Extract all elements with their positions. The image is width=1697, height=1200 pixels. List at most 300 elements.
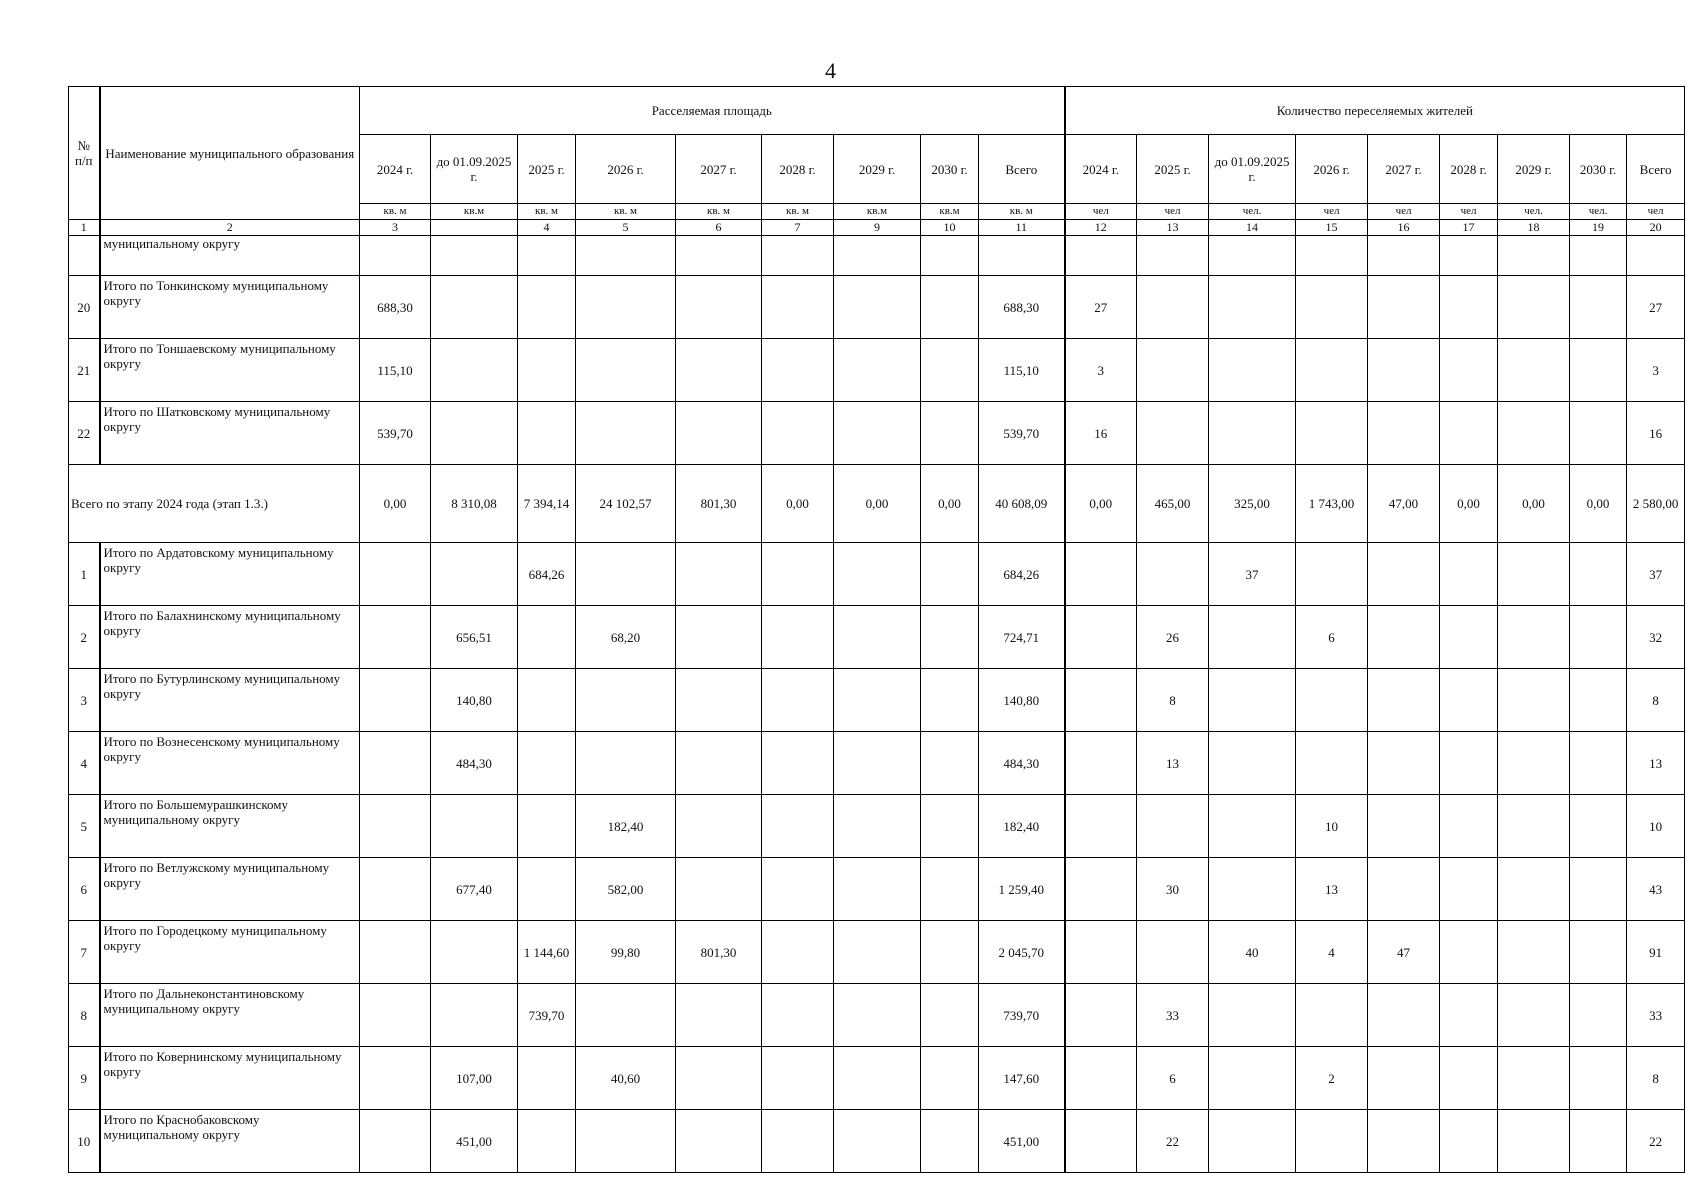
area-year-header: до 01.09.2025 г.: [431, 135, 518, 204]
row-name: Итого по Вознесенскому муниципальному округу: [100, 732, 360, 795]
area-value-cell: [676, 858, 762, 921]
area-year-header: 2030 г.: [921, 135, 979, 204]
row-index: 5: [69, 795, 100, 858]
area-value-cell: [431, 339, 518, 402]
area-value-cell: 99,80: [576, 921, 676, 984]
row-index: 22: [69, 402, 100, 465]
residents-year-header: 2029 г.: [1498, 135, 1570, 204]
residents-value-cell: 22: [1627, 1110, 1685, 1173]
total-residents-cell: 0,00: [1570, 465, 1627, 543]
total-area-cell: 24 102,57: [576, 465, 676, 543]
area-unit: кв.м: [921, 204, 979, 220]
residents-value-cell: 10: [1627, 795, 1685, 858]
residents-value-cell: [1570, 402, 1627, 465]
residents-value-cell: 10: [1296, 795, 1368, 858]
residents-unit: чел: [1627, 204, 1685, 220]
area-value-cell: [676, 984, 762, 1047]
area-value-cell: [360, 732, 431, 795]
residents-value-cell: [1209, 339, 1296, 402]
area-value-cell: [431, 921, 518, 984]
residents-value-cell: [1440, 339, 1498, 402]
area-year-header: 2028 г.: [762, 135, 834, 204]
area-value-cell: [834, 1110, 921, 1173]
area-value-cell: [762, 732, 834, 795]
residents-value-cell: [1498, 1047, 1570, 1110]
residents-value-cell: [1440, 795, 1498, 858]
area-value-cell: [834, 984, 921, 1047]
area-value-cell: [676, 606, 762, 669]
residents-value-cell: [1296, 1110, 1368, 1173]
residents-year-header: 2030 г.: [1570, 135, 1627, 204]
area-value-cell: [518, 858, 576, 921]
area-value-cell: [676, 1110, 762, 1173]
residents-value-cell: [1209, 1110, 1296, 1173]
row-index: 9: [69, 1047, 100, 1110]
residents-value-cell: [1296, 732, 1368, 795]
row-name: муниципальному округу: [100, 236, 360, 276]
column-number: 2: [100, 220, 360, 236]
residents-year-header: 2024 г.: [1065, 135, 1137, 204]
residents-value-cell: [1209, 606, 1296, 669]
area-value-cell: [431, 795, 518, 858]
residents-year-header: 2027 г.: [1368, 135, 1440, 204]
residents-value-cell: 37: [1209, 543, 1296, 606]
residents-value-cell: [1570, 795, 1627, 858]
residents-value-cell: 8: [1627, 669, 1685, 732]
column-number: 7: [762, 220, 834, 236]
residents-value-cell: [1209, 732, 1296, 795]
area-value-cell: [360, 669, 431, 732]
area-value-cell: [834, 921, 921, 984]
residents-value-cell: [1368, 276, 1440, 339]
residents-value-cell: [1065, 1110, 1137, 1173]
residents-value-cell: 4: [1296, 921, 1368, 984]
area-value-cell: [676, 1047, 762, 1110]
residents-value-cell: [1296, 543, 1368, 606]
column-number: 16: [1368, 220, 1440, 236]
residents-value-cell: [1440, 669, 1498, 732]
total-residents-cell: 465,00: [1137, 465, 1209, 543]
table-row: [69, 606, 1685, 669]
residents-year-header: до 01.09.2025 г.: [1209, 135, 1296, 204]
column-number-row: [69, 220, 1685, 236]
table-row: [69, 795, 1685, 858]
residents-value-cell: [1065, 984, 1137, 1047]
area-value-cell: [834, 858, 921, 921]
area-value-cell: 40,60: [576, 1047, 676, 1110]
column-number: 11: [979, 220, 1065, 236]
area-value-cell: [921, 1110, 979, 1173]
area-value-cell: [762, 543, 834, 606]
area-value-cell: [431, 402, 518, 465]
area-value-cell: 147,60: [979, 1047, 1065, 1110]
residents-value-cell: 8: [1627, 1047, 1685, 1110]
resettlement-table: [68, 86, 1685, 1173]
row-name: Итого по Краснобаковскому муниципальному округу: [100, 1110, 360, 1173]
total-area-cell: 8 310,08: [431, 465, 518, 543]
area-value-cell: 140,80: [431, 669, 518, 732]
table-row: [69, 921, 1685, 984]
residents-unit: чел: [1137, 204, 1209, 220]
residents-year-header: 2025 г.: [1137, 135, 1209, 204]
column-number: 9: [834, 220, 921, 236]
row-name: Итого по Тонкинскому муниципальному округу: [100, 276, 360, 339]
residents-value-cell: [1570, 606, 1627, 669]
residents-value-cell: [1570, 732, 1627, 795]
column-number: 19: [1570, 220, 1627, 236]
residents-value-cell: [1209, 669, 1296, 732]
residents-value-cell: [1498, 795, 1570, 858]
row-name: Итого по Дальнеконстантиновскому муниципальному округу: [100, 984, 360, 1047]
area-value-cell: [762, 984, 834, 1047]
residents-value-cell: [1498, 402, 1570, 465]
row-name: Итого по Ковернинскому муниципальному округу: [100, 1047, 360, 1110]
area-value-cell: [576, 339, 676, 402]
area-value-cell: 656,51: [431, 606, 518, 669]
area-value-cell: 182,40: [979, 795, 1065, 858]
residents-unit: чел: [1296, 204, 1368, 220]
residents-value-cell: [1440, 606, 1498, 669]
area-unit: кв.м: [834, 204, 921, 220]
column-number: 14: [1209, 220, 1296, 236]
area-value-cell: [834, 543, 921, 606]
residents-value-cell: [1440, 732, 1498, 795]
residents-value-cell: [1498, 543, 1570, 606]
residents-value-cell: [1065, 543, 1137, 606]
total-residents-cell: 2 580,00: [1627, 465, 1685, 543]
area-value-cell: [834, 339, 921, 402]
residents-value-cell: [1137, 402, 1209, 465]
residents-value-cell: [1296, 402, 1368, 465]
area-value-cell: [921, 669, 979, 732]
area-value-cell: [921, 543, 979, 606]
area-value-cell: [360, 984, 431, 1047]
area-value-cell: [576, 984, 676, 1047]
row-index: 6: [69, 858, 100, 921]
residents-value-cell: 27: [1065, 276, 1137, 339]
table-row: [69, 1110, 1685, 1173]
residents-value-cell: 8: [1137, 669, 1209, 732]
area-value-cell: [360, 543, 431, 606]
table-row: [69, 984, 1685, 1047]
area-value-cell: [576, 276, 676, 339]
area-year-header: 2027 г.: [676, 135, 762, 204]
residents-value-cell: 2: [1296, 1047, 1368, 1110]
area-value-cell: 484,30: [979, 732, 1065, 795]
total-residents-cell: 0,00: [1498, 465, 1570, 543]
residents-value-cell: [1065, 669, 1137, 732]
stage-total-label: Всего по этапу 2024 года (этап 1.3.): [69, 465, 360, 543]
residents-unit: чел.: [1498, 204, 1570, 220]
area-value-cell: [921, 858, 979, 921]
column-number: 3: [360, 220, 431, 236]
table-row: [69, 732, 1685, 795]
residents-value-cell: [1368, 339, 1440, 402]
residents-value-cell: [1440, 1047, 1498, 1110]
table-row: [69, 543, 1685, 606]
area-value-cell: [518, 1110, 576, 1173]
residents-value-cell: [1440, 984, 1498, 1047]
column-number: 20: [1627, 220, 1685, 236]
total-area-cell: 0,00: [360, 465, 431, 543]
total-area-cell: 40 608,09: [979, 465, 1065, 543]
residents-value-cell: 3: [1627, 339, 1685, 402]
residents-value-cell: 16: [1627, 402, 1685, 465]
area-value-cell: [762, 795, 834, 858]
area-value-cell: 539,70: [360, 402, 431, 465]
area-value-cell: [576, 669, 676, 732]
residents-unit: чел.: [1570, 204, 1627, 220]
continuation-row: [69, 236, 1685, 276]
row-index: 7: [69, 921, 100, 984]
residents-value-cell: [1137, 543, 1209, 606]
row-index: 8: [69, 984, 100, 1047]
residents-value-cell: [1570, 921, 1627, 984]
row-name: Итого по Ардатовскому муниципальному округу: [100, 543, 360, 606]
area-value-cell: 724,71: [979, 606, 1065, 669]
area-value-cell: [834, 732, 921, 795]
area-value-cell: [576, 543, 676, 606]
area-value-cell: [834, 606, 921, 669]
residents-value-cell: 6: [1137, 1047, 1209, 1110]
residents-year-header: 2026 г.: [1296, 135, 1368, 204]
page-number: 4: [825, 58, 836, 83]
residents-year-header: Всего: [1627, 135, 1685, 204]
table-row: [69, 858, 1685, 921]
residents-value-cell: [1498, 984, 1570, 1047]
residents-value-cell: 37: [1627, 543, 1685, 606]
area-value-cell: [834, 1047, 921, 1110]
row-name: Итого по Городецкому муниципальному округу: [100, 921, 360, 984]
area-value-cell: 451,00: [431, 1110, 518, 1173]
area-value-cell: [518, 606, 576, 669]
residents-value-cell: 47: [1368, 921, 1440, 984]
column-number: 5: [576, 220, 676, 236]
area-value-cell: [360, 858, 431, 921]
area-value-cell: [676, 543, 762, 606]
residents-value-cell: [1498, 669, 1570, 732]
num-column-header: № п/п: [69, 87, 100, 220]
residents-value-cell: [1498, 339, 1570, 402]
area-value-cell: 684,26: [979, 543, 1065, 606]
residents-value-cell: [1570, 984, 1627, 1047]
area-value-cell: [762, 1110, 834, 1173]
residents-value-cell: 26: [1137, 606, 1209, 669]
row-index: 21: [69, 339, 100, 402]
residents-value-cell: [1296, 669, 1368, 732]
residents-value-cell: 13: [1296, 858, 1368, 921]
area-value-cell: [921, 276, 979, 339]
column-number: 15: [1296, 220, 1368, 236]
area-value-cell: [676, 276, 762, 339]
area-value-cell: [360, 795, 431, 858]
area-value-cell: [762, 921, 834, 984]
area-value-cell: 677,40: [431, 858, 518, 921]
residents-unit: чел.: [1209, 204, 1296, 220]
area-value-cell: [921, 1047, 979, 1110]
residents-value-cell: 33: [1137, 984, 1209, 1047]
area-value-cell: [431, 984, 518, 1047]
row-name: Итого по Бутурлинскому муниципальному округу: [100, 669, 360, 732]
total-area-cell: 801,30: [676, 465, 762, 543]
area-value-cell: [762, 1047, 834, 1110]
area-value-cell: [921, 921, 979, 984]
area-value-cell: [834, 276, 921, 339]
area-value-cell: 539,70: [979, 402, 1065, 465]
area-value-cell: [834, 795, 921, 858]
area-value-cell: [676, 669, 762, 732]
residents-value-cell: [1296, 276, 1368, 339]
total-area-cell: 0,00: [834, 465, 921, 543]
table-row: [69, 669, 1685, 732]
area-value-cell: 115,10: [979, 339, 1065, 402]
residents-value-cell: 13: [1137, 732, 1209, 795]
row-name: Итого по Тоншаевскому муниципальному округу: [100, 339, 360, 402]
area-value-cell: 115,10: [360, 339, 431, 402]
area-unit: кв. м: [676, 204, 762, 220]
residents-value-cell: 30: [1137, 858, 1209, 921]
residents-value-cell: [1368, 984, 1440, 1047]
total-residents-cell: 1 743,00: [1296, 465, 1368, 543]
residents-value-cell: 43: [1627, 858, 1685, 921]
row-name: Итого по Балахнинскому муниципальному округу: [100, 606, 360, 669]
column-number: 10: [921, 220, 979, 236]
area-value-cell: [676, 402, 762, 465]
row-index: [69, 236, 100, 276]
area-value-cell: [921, 606, 979, 669]
residents-value-cell: [1368, 858, 1440, 921]
residents-unit: чел: [1065, 204, 1137, 220]
total-residents-cell: 47,00: [1368, 465, 1440, 543]
row-index: 4: [69, 732, 100, 795]
area-year-header: 2029 г.: [834, 135, 921, 204]
area-value-cell: [834, 402, 921, 465]
area-value-cell: [360, 921, 431, 984]
residents-value-cell: 3: [1065, 339, 1137, 402]
residents-value-cell: [1498, 276, 1570, 339]
area-value-cell: 2 045,70: [979, 921, 1065, 984]
residents-value-cell: [1137, 339, 1209, 402]
area-value-cell: [762, 858, 834, 921]
residents-value-cell: [1498, 858, 1570, 921]
area-value-cell: [762, 339, 834, 402]
row-index: 2: [69, 606, 100, 669]
area-value-cell: 107,00: [431, 1047, 518, 1110]
area-value-cell: 140,80: [979, 669, 1065, 732]
area-value-cell: [518, 669, 576, 732]
area-value-cell: [921, 795, 979, 858]
area-value-cell: [762, 402, 834, 465]
residents-value-cell: [1137, 921, 1209, 984]
area-unit: кв. м: [518, 204, 576, 220]
total-residents-cell: 0,00: [1440, 465, 1498, 543]
area-value-cell: [921, 984, 979, 1047]
area-value-cell: [762, 606, 834, 669]
area-value-cell: [518, 1047, 576, 1110]
area-value-cell: [360, 1047, 431, 1110]
column-number: 13: [1137, 220, 1209, 236]
residents-value-cell: [1209, 276, 1296, 339]
residents-value-cell: 16: [1065, 402, 1137, 465]
residents-value-cell: [1065, 921, 1137, 984]
table-row: [69, 339, 1685, 402]
row-index: 3: [69, 669, 100, 732]
area-value-cell: [518, 732, 576, 795]
area-value-cell: [676, 795, 762, 858]
area-value-cell: [360, 1110, 431, 1173]
column-number: [431, 220, 518, 236]
residents-value-cell: [1065, 795, 1137, 858]
row-index: 10: [69, 1110, 100, 1173]
column-number: 1: [69, 220, 100, 236]
residents-value-cell: [1209, 858, 1296, 921]
residents-value-cell: [1137, 276, 1209, 339]
area-value-cell: 684,26: [518, 543, 576, 606]
area-unit: кв. м: [576, 204, 676, 220]
residents-value-cell: [1368, 1047, 1440, 1110]
residents-value-cell: [1440, 921, 1498, 984]
area-value-cell: 739,70: [979, 984, 1065, 1047]
stage-total-row: [69, 465, 1685, 543]
area-value-cell: 688,30: [360, 276, 431, 339]
residents-value-cell: 27: [1627, 276, 1685, 339]
residents-value-cell: [1368, 1110, 1440, 1173]
total-residents-cell: 325,00: [1209, 465, 1296, 543]
residents-value-cell: [1065, 732, 1137, 795]
area-unit: кв. м: [360, 204, 431, 220]
residents-value-cell: [1137, 795, 1209, 858]
area-value-cell: [762, 669, 834, 732]
area-value-cell: 182,40: [576, 795, 676, 858]
area-value-cell: 484,30: [431, 732, 518, 795]
row-name: Итого по Шатковскому муниципальному округу: [100, 402, 360, 465]
area-unit: кв.м: [431, 204, 518, 220]
residents-value-cell: [1570, 339, 1627, 402]
area-value-cell: 451,00: [979, 1110, 1065, 1173]
residents-value-cell: [1498, 1110, 1570, 1173]
residents-value-cell: [1440, 276, 1498, 339]
area-unit: кв. м: [979, 204, 1065, 220]
area-value-cell: [518, 276, 576, 339]
residents-value-cell: [1209, 984, 1296, 1047]
area-value-cell: [431, 543, 518, 606]
column-number: 17: [1440, 220, 1498, 236]
residents-value-cell: [1209, 402, 1296, 465]
column-number: 12: [1065, 220, 1137, 236]
area-value-cell: [576, 402, 676, 465]
residents-value-cell: [1368, 402, 1440, 465]
area-value-cell: [576, 1110, 676, 1173]
row-index: 1: [69, 543, 100, 606]
area-value-cell: [676, 339, 762, 402]
residents-value-cell: [1570, 276, 1627, 339]
area-value-cell: 1 144,60: [518, 921, 576, 984]
area-year-header: 2024 г.: [360, 135, 431, 204]
area-year-header: Всего: [979, 135, 1065, 204]
total-residents-cell: 0,00: [1065, 465, 1137, 543]
residents-value-cell: 22: [1137, 1110, 1209, 1173]
area-value-cell: [431, 276, 518, 339]
residents-group-header: Количество переселяемых жителей: [1065, 87, 1685, 135]
residents-value-cell: 40: [1209, 921, 1296, 984]
area-value-cell: 1 259,40: [979, 858, 1065, 921]
residents-value-cell: 6: [1296, 606, 1368, 669]
area-value-cell: [518, 402, 576, 465]
area-value-cell: [518, 795, 576, 858]
residents-value-cell: [1296, 339, 1368, 402]
residents-value-cell: [1209, 795, 1296, 858]
name-column-header: Наименование муниципального образования: [100, 87, 360, 220]
